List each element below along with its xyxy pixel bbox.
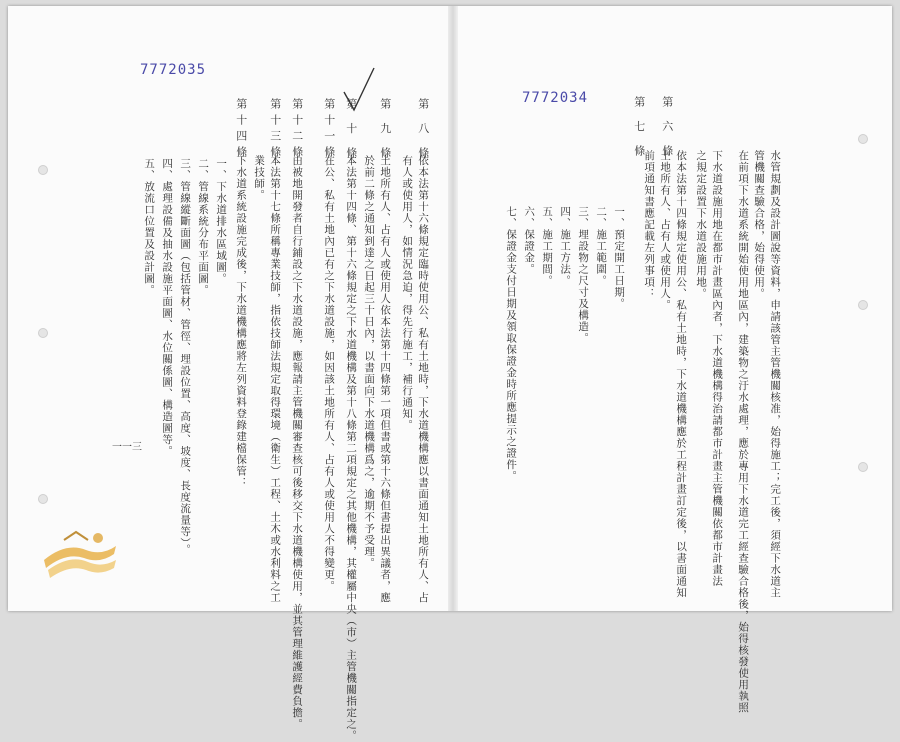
text-line: 有人或使用人，如情況急迫，得先行施工，補行通知。 bbox=[401, 155, 414, 431]
punch-hole bbox=[858, 300, 868, 310]
article-label: 第十一條 bbox=[322, 98, 336, 162]
archive-logo-icon bbox=[36, 520, 122, 590]
list-item: 三、埋設物之尺寸及構造。 bbox=[577, 206, 590, 344]
text-line: 管機關查驗合格，始得使用。 bbox=[753, 150, 766, 300]
punch-hole bbox=[858, 134, 868, 144]
list-item: 三、管線縱斷面圖（包括管材、管徑、埋設位置、高度、坡度、長度流量等）。 bbox=[179, 158, 192, 556]
text-line: 之規定設置下水道設施用地。 bbox=[695, 150, 708, 300]
list-item: 四、處理設備及抽水設施平面圖、水位關係圖、構造圖等。 bbox=[161, 158, 174, 457]
article-label: 第十四條 bbox=[234, 98, 248, 162]
text-line: 土地所有人、占有人或使用人。 bbox=[659, 150, 672, 311]
list-item: 五、放流口位置及設計圖。 bbox=[143, 158, 156, 296]
text-line: 下水道系統設施完成後，下水道機構應將左列資料登錄建檔保管： bbox=[235, 155, 248, 489]
text-line: 依本法第十四條規定使用公、私有土地時，下水道機構應於工程計畫訂定後，以書面通知 bbox=[675, 150, 688, 599]
text-line: 於前二條之通知到達之日起三十日內，以書面向下水道機構爲之，逾期不予受理。 bbox=[363, 155, 376, 569]
punch-hole bbox=[38, 494, 48, 504]
article-label: 第十三條 bbox=[268, 98, 282, 162]
text-line: 在前項下水道系統開始使用地區內，建築物之汙水處理，應於專用下水道完工經查驗合格後，始得核發使用執照 bbox=[737, 150, 750, 714]
page-fold bbox=[448, 6, 458, 611]
punch-hole bbox=[38, 328, 48, 338]
text-line: 前項通知書應記載左列事項： bbox=[643, 150, 656, 300]
list-item: 二、施工範圍。 bbox=[595, 206, 608, 287]
list-item: 一、預定開工日期。 bbox=[613, 206, 626, 310]
page-number: 一一三 bbox=[112, 442, 142, 453]
text-line: 依本法第十六條規定臨時使用公、私有土地時，下水道機構應以書面通知土地所有人、占 bbox=[417, 155, 430, 604]
article-label: 第 六 條 bbox=[660, 96, 674, 161]
list-item: 二、管線系統分布平面圖。 bbox=[197, 158, 210, 296]
list-item: 六、保證金。 bbox=[523, 206, 536, 275]
article-label: 第 七 條 bbox=[632, 96, 646, 161]
punch-hole bbox=[858, 462, 868, 472]
text-line: 土地所有人、占有人或使用人依本法第十四條第一項但書或第十六條但書提出異議者，應 bbox=[379, 155, 392, 604]
text-line: 本法第十七條所稱專業技師，指依技師法規定取得環境（衛生）工程、土木或水利料之工 bbox=[269, 155, 282, 604]
article-label: 第 十 條 bbox=[344, 98, 358, 163]
article-label: 第 八 條 bbox=[416, 98, 430, 163]
stamp-number-left: 7772035 bbox=[140, 62, 207, 78]
punch-hole bbox=[38, 165, 48, 175]
list-item: 四、施工方法。 bbox=[559, 206, 572, 287]
list-item: 七、保證金支付日期及領取保證金時所應提示之證件。 bbox=[505, 206, 518, 482]
text-line: 下水道設施用地在都市計畫區內者，下水道機構得治請都市計畫主管機關依都市計畫法 bbox=[711, 150, 724, 587]
list-item: 五、施工期間。 bbox=[541, 206, 554, 287]
article-label: 第 九 條 bbox=[378, 98, 392, 163]
text-line: 水管規劃及設計圖說等資料，申請該管主管機關核准，始得施工；完工後，須經下水道主 bbox=[769, 150, 782, 599]
article-label: 第十二條 bbox=[290, 98, 304, 162]
stamp-number-right: 7772034 bbox=[522, 90, 589, 106]
text-line: 在公、私有土地內已有之下水道設施，如因該土地所有人、占有人或使用人不得變更。 bbox=[323, 155, 336, 592]
list-item: 一、下水道排水區域圖。 bbox=[215, 158, 228, 285]
text-line: 本法第十四條、第十六條規定之下水道機構及第十八條第二項規定之其他機構，其權屬中央（市）主管機關指定之。 bbox=[345, 155, 358, 742]
text-line: 業技師。 bbox=[253, 155, 266, 201]
text-line: 由被地開發者自行鋪設之下水道設施，應報請主管機關審查核可後移交下水道機構使用，並其管理維護經費負擔。 bbox=[291, 155, 304, 730]
